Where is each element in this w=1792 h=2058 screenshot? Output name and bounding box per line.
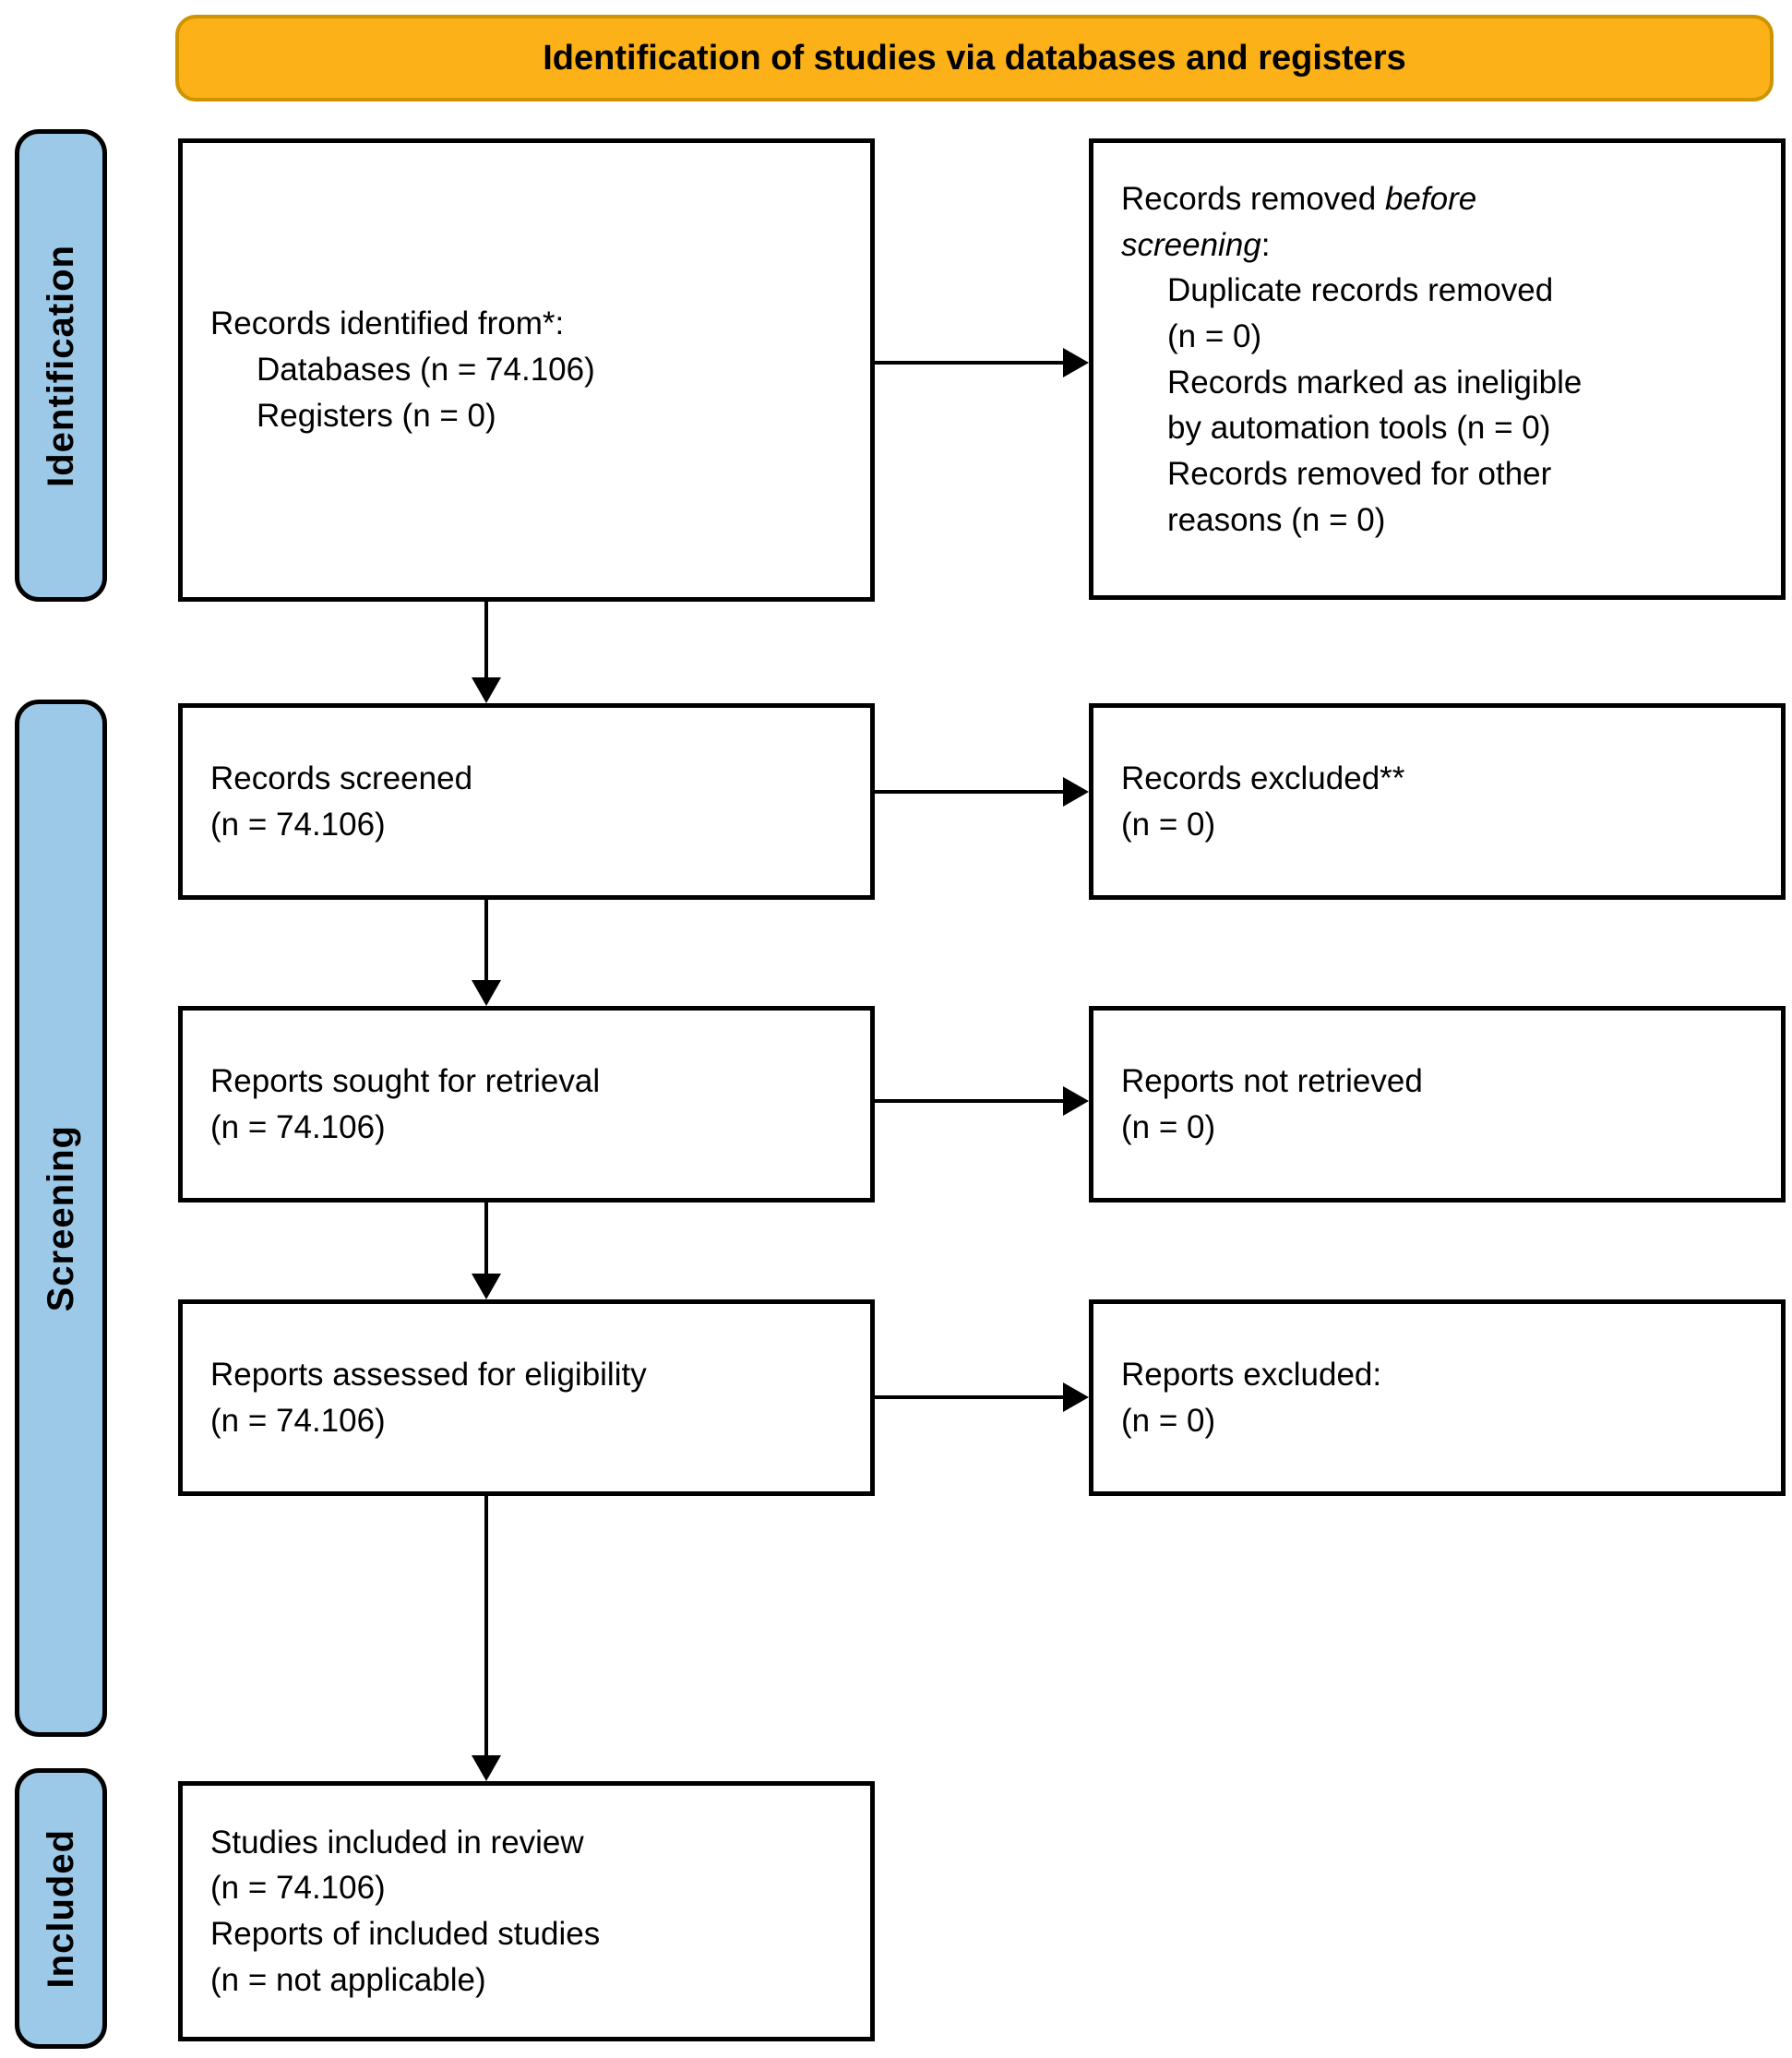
arrow-identified-to-removed (875, 348, 1089, 377)
box-line: Reports not retrieved (1121, 1062, 1423, 1099)
arrow-head (1063, 1086, 1089, 1116)
stage-label-text: Screening (40, 1124, 81, 1312)
box-reports-not-retrieved (1089, 1006, 1786, 1202)
box-line: Studies included in review (210, 1824, 584, 1861)
box-text-italic: screening (1121, 226, 1261, 263)
arrow-shaft (875, 790, 1065, 794)
arrow-head (1063, 348, 1089, 377)
box-line: Reports of included studies (210, 1916, 601, 1952)
box-reports-sought (178, 1006, 875, 1202)
box-records-excluded (1089, 703, 1786, 900)
box-line: Databases (n = 74.106) (257, 352, 595, 389)
arrow-identified-to-screened (472, 602, 501, 703)
box-line: Registers (n = 0) (257, 397, 496, 434)
arrow-shaft (875, 1099, 1065, 1103)
box-text: : (1260, 226, 1271, 263)
stage-label-screening (15, 700, 107, 1737)
arrow-head (472, 980, 501, 1006)
box-line: Records removed for other (1167, 456, 1552, 493)
arrow-shaft (875, 1395, 1065, 1399)
arrow-head (1063, 1382, 1089, 1412)
box-line: (n = 74.106) (210, 1108, 386, 1145)
box-line: Reports excluded: (1121, 1356, 1382, 1393)
box-line: (n = 74.106) (210, 806, 386, 843)
arrow-shaft (484, 602, 488, 679)
stage-label-text: Identification (40, 244, 81, 487)
arrow-head (472, 1755, 501, 1781)
banner-title: Identification of studies via databases and registers (543, 38, 1406, 78)
box-line: Reports sought for retrieval (210, 1062, 601, 1099)
box-line: Records screened (210, 760, 473, 796)
box-line: (n = 0) (1121, 1402, 1216, 1439)
box-reports-assessed (178, 1299, 875, 1496)
box-line: (n = 0) (1121, 806, 1216, 843)
box-line: Records marked as ineligible (1167, 364, 1583, 401)
box-records-screened (178, 703, 875, 900)
box-line (1121, 222, 1759, 269)
box-line (1121, 176, 1759, 222)
arrow-screened-to-sought (472, 900, 501, 1006)
arrow-sought-to-not-retrieved (875, 1086, 1089, 1116)
box-line: (n = 0) (1167, 318, 1262, 355)
box-line: Records excluded** (1121, 760, 1405, 796)
box-line: (n = 0) (1121, 1108, 1216, 1145)
box-records-removed-before-screening (1089, 138, 1786, 600)
box-line: Records identified from*: (210, 305, 565, 342)
box-line: by automation tools (n = 0) (1167, 410, 1551, 447)
stage-label-text: Included (40, 1828, 81, 1989)
box-line: (n = not applicable) (210, 1961, 486, 1998)
banner (175, 15, 1774, 102)
box-records-identified (178, 138, 875, 602)
arrow-head (1063, 777, 1089, 807)
arrow-shaft (484, 1202, 488, 1275)
stage-label-included (15, 1768, 107, 2049)
box-reports-excluded (1089, 1299, 1786, 1496)
box-line: Duplicate records removed (1167, 272, 1554, 309)
box-line: Reports assessed for eligibility (210, 1356, 647, 1393)
arrow-shaft (875, 361, 1065, 365)
arrow-head (472, 677, 501, 703)
arrow-assessed-to-reports-excluded (875, 1382, 1089, 1412)
stage-label-identification (15, 129, 107, 602)
box-line: (n = 74.106) (210, 1870, 386, 1907)
box-line: (n = 74.106) (210, 1402, 386, 1439)
arrow-shaft (484, 1496, 488, 1757)
box-text-italic: before (1384, 181, 1477, 217)
arrow-assessed-to-included (472, 1496, 501, 1781)
box-line: reasons (n = 0) (1167, 501, 1386, 538)
arrow-sought-to-assessed (472, 1202, 501, 1299)
box-studies-included (178, 1781, 875, 2041)
arrow-screened-to-excluded (875, 777, 1089, 807)
arrow-head (472, 1274, 501, 1299)
box-text: Records removed (1121, 181, 1385, 217)
arrow-shaft (484, 900, 488, 982)
